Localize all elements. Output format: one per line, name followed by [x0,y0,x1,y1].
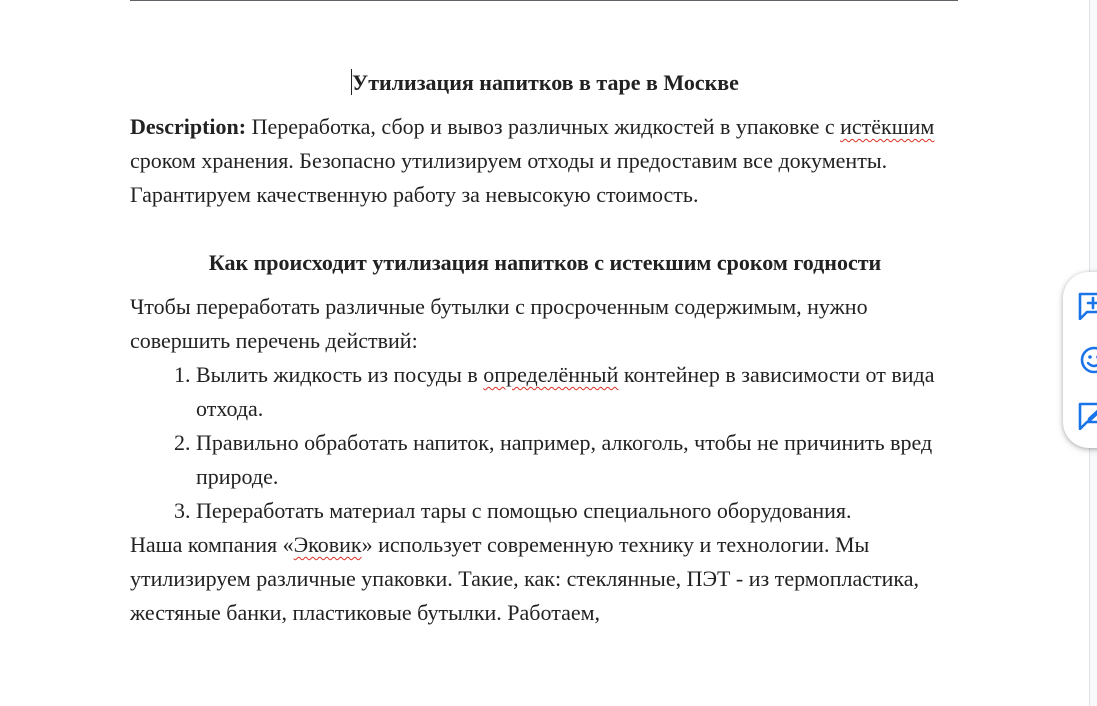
page-top-edge [130,0,958,1]
steps-list [130,358,960,528]
list-item: 3. Переработать материал тары с помощью специального оборудования. [196,494,960,528]
closing-paragraph: Наша компания «Эковик» использует современную технику и технологии. Мы утилизируем различные упаковки. Такие, как: стеклянные, ПЭТ - из термопластика, жестяные банки, пластиковые бутылки. Работаем, [130,532,919,625]
suggest-edits-icon [1077,400,1097,430]
suggest-edits-button[interactable] [1077,398,1097,432]
misspelled-word[interactable]: определённый [483,362,619,387]
intro-paragraph: Чтобы переработать различные бутылки с просроченным содержимым, нужно совершить перечень действий: [130,294,868,353]
emoji-reaction-button[interactable] [1077,343,1097,377]
section-heading: Как происходит утилизация напитков с истекшим сроком годности [208,250,882,275]
list-item: 2. Правильно обработать напиток, например, алкоголь, чтобы не причинить вред природе. [196,426,960,494]
misspelled-word[interactable]: истёкшим [840,114,935,139]
side-actions-panel [1063,272,1097,448]
document-body[interactable] [130,60,960,630]
add-comment-button[interactable] [1077,288,1097,322]
description-paragraph: Description: Переработка, сбор и вывоз различных жидкостей в упаковке с истёкшим сроком хранения. Безопасно утилизируем отходы и предоставим все документы. Гарантируем качественную работу за невысокую стоимость. [130,114,935,207]
emoji-reaction-icon [1077,345,1097,375]
description-label: Description: [130,114,247,139]
misspelled-word[interactable]: Эковик [293,532,362,557]
document-title: Утилизация напитков в таре в Москве [352,70,739,95]
list-item: 1. Вылить жидкость из посуды в определённый контейнер в зависимости от вида отхода. [196,358,960,426]
add-comment-icon [1077,290,1097,320]
